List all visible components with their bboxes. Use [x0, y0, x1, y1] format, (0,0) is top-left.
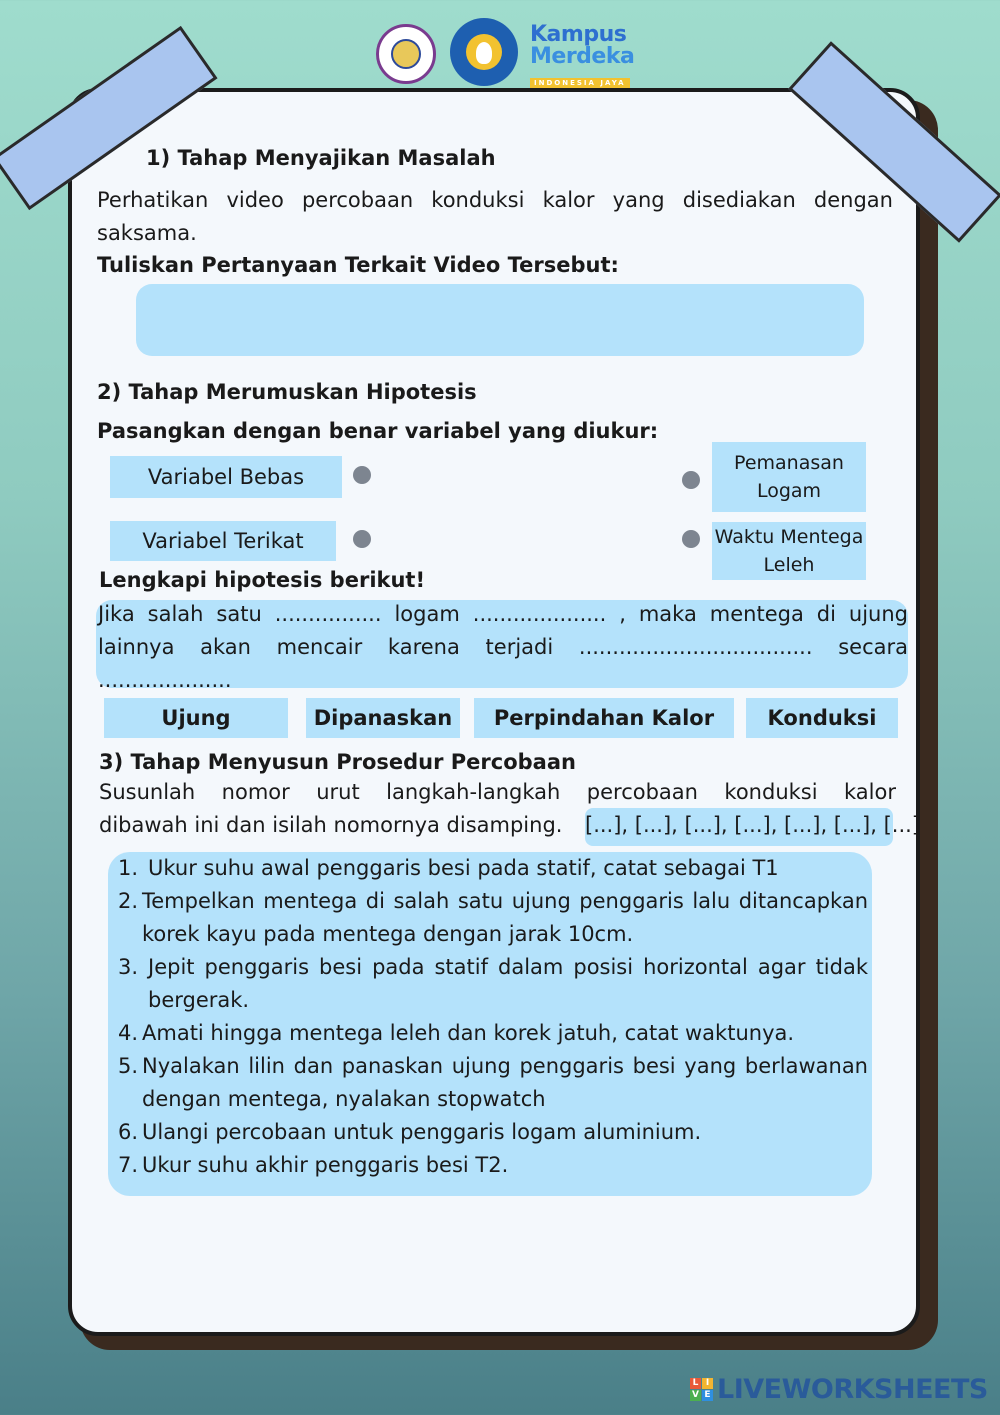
steps-list: [118, 852, 868, 1182]
step-item[interactable]: [118, 951, 868, 1017]
option-perpindahan-kalor[interactable]: Perpindahan Kalor: [474, 698, 734, 738]
hypothesis-text: Jika salah satu ................ logam .................... , maka mentega di ujung lainnya akan mencair karena terjadi ................................... secara ....................: [98, 602, 908, 692]
match-right-pemanasan-dot[interactable]: [682, 471, 700, 489]
kampus-merdeka-logo: [530, 24, 634, 90]
option-dipanaskan[interactable]: Dipanaskan: [306, 698, 460, 738]
step-number: 2.: [118, 889, 139, 913]
section3-heading: 3) Tahap Menyusun Prosedur Percobaan: [99, 750, 576, 774]
grid-letter: E: [702, 1390, 713, 1401]
step-number: 1.: [118, 856, 139, 880]
option-konduksi[interactable]: Konduksi: [746, 698, 898, 738]
step-item[interactable]: [118, 1017, 868, 1050]
section3-instruction-line2: dibawah ini dan isilah nomornya disamping.: [99, 813, 563, 837]
section1-heading: 1) Tahap Menyajikan Masalah: [146, 146, 496, 170]
step-number: 5.: [118, 1054, 139, 1078]
section2-heading: 2) Tahap Merumuskan Hipotesis: [97, 380, 477, 404]
question-answer-field[interactable]: [136, 284, 864, 356]
section3-instruction-line1: Susunlah nomor urut langkah-langkah percobaan konduksi kalor: [99, 780, 896, 804]
step-text: Jepit penggaris besi pada statif dalam posisi horizontal agar tidak bergerak.: [148, 955, 868, 1012]
match-left-terikat-dot[interactable]: [353, 530, 371, 548]
step-number: 3.: [118, 955, 139, 979]
match-right-pemanasan[interactable]: Pemanasan Logam: [712, 442, 866, 512]
liveworksheets-grid-icon: [690, 1378, 713, 1401]
step-item[interactable]: [118, 1050, 868, 1116]
tut-wuri-handayani-logo: [450, 18, 518, 86]
grid-letter: I: [702, 1378, 713, 1389]
option-ujung[interactable]: Ujung: [104, 698, 288, 738]
grid-letter: L: [690, 1378, 701, 1389]
match-left-terikat[interactable]: Variabel Terikat: [110, 521, 336, 561]
step-number: 6.: [118, 1120, 139, 1144]
match-right-waktu[interactable]: Waktu Mentega Leleh: [712, 522, 866, 580]
step-number: 4.: [118, 1021, 139, 1045]
step-text: Ulangi percobaan untuk penggaris logam aluminium.: [142, 1120, 702, 1144]
step-item[interactable]: [118, 885, 868, 951]
step-text: Tempelkan mentega di salah satu ujung penggaris lalu ditancapkan korek kayu pada mentega dengan jarak 10cm.: [142, 889, 868, 946]
step-item[interactable]: [118, 1149, 868, 1182]
step-item[interactable]: [118, 852, 868, 885]
step-text: Ukur suhu akhir penggaris besi T2.: [142, 1153, 509, 1177]
matching-prompt: Pasangkan dengan benar variabel yang diukur:: [97, 419, 659, 443]
university-logo: [376, 24, 436, 84]
section1-prompt: Tuliskan Pertanyaan Terkait Video Tersebut:: [97, 253, 619, 277]
kampus-logo-line1: Kampus: [530, 22, 627, 47]
step-text: Amati hingga mentega leleh dan korek jatuh, catat waktunya.: [142, 1021, 795, 1045]
match-left-bebas[interactable]: Variabel Bebas: [110, 456, 342, 498]
liveworksheets-logo: [690, 1374, 988, 1405]
step-text: Nyalakan lilin dan panaskan ujung penggaris besi yang berlawanan dengan mentega, nyalakan stopwatch: [142, 1054, 868, 1111]
liveworksheets-wordmark: LIVEWORKSHEETS: [717, 1374, 988, 1405]
step-number: 7.: [118, 1153, 139, 1177]
step-text: Ukur suhu awal penggaris besi pada statif, catat sebagai T1: [148, 856, 779, 880]
step-item[interactable]: [118, 1116, 868, 1149]
match-right-waktu-dot[interactable]: [682, 530, 700, 548]
section1-instruction: Perhatikan video percobaan konduksi kalor yang disediakan dengan saksama.: [97, 188, 893, 245]
kampus-logo-line2: Merdeka: [530, 44, 635, 69]
grid-letter: V: [690, 1390, 701, 1401]
hypothesis-heading: Lengkapi hipotesis berikut!: [99, 568, 426, 592]
kampus-logo-tagline: INDONESIA JAYA: [530, 78, 630, 89]
match-left-bebas-dot[interactable]: [353, 466, 371, 484]
order-answer-slots[interactable]: [...], [...], [...], [...], [...], [...], [...]: [585, 813, 920, 837]
